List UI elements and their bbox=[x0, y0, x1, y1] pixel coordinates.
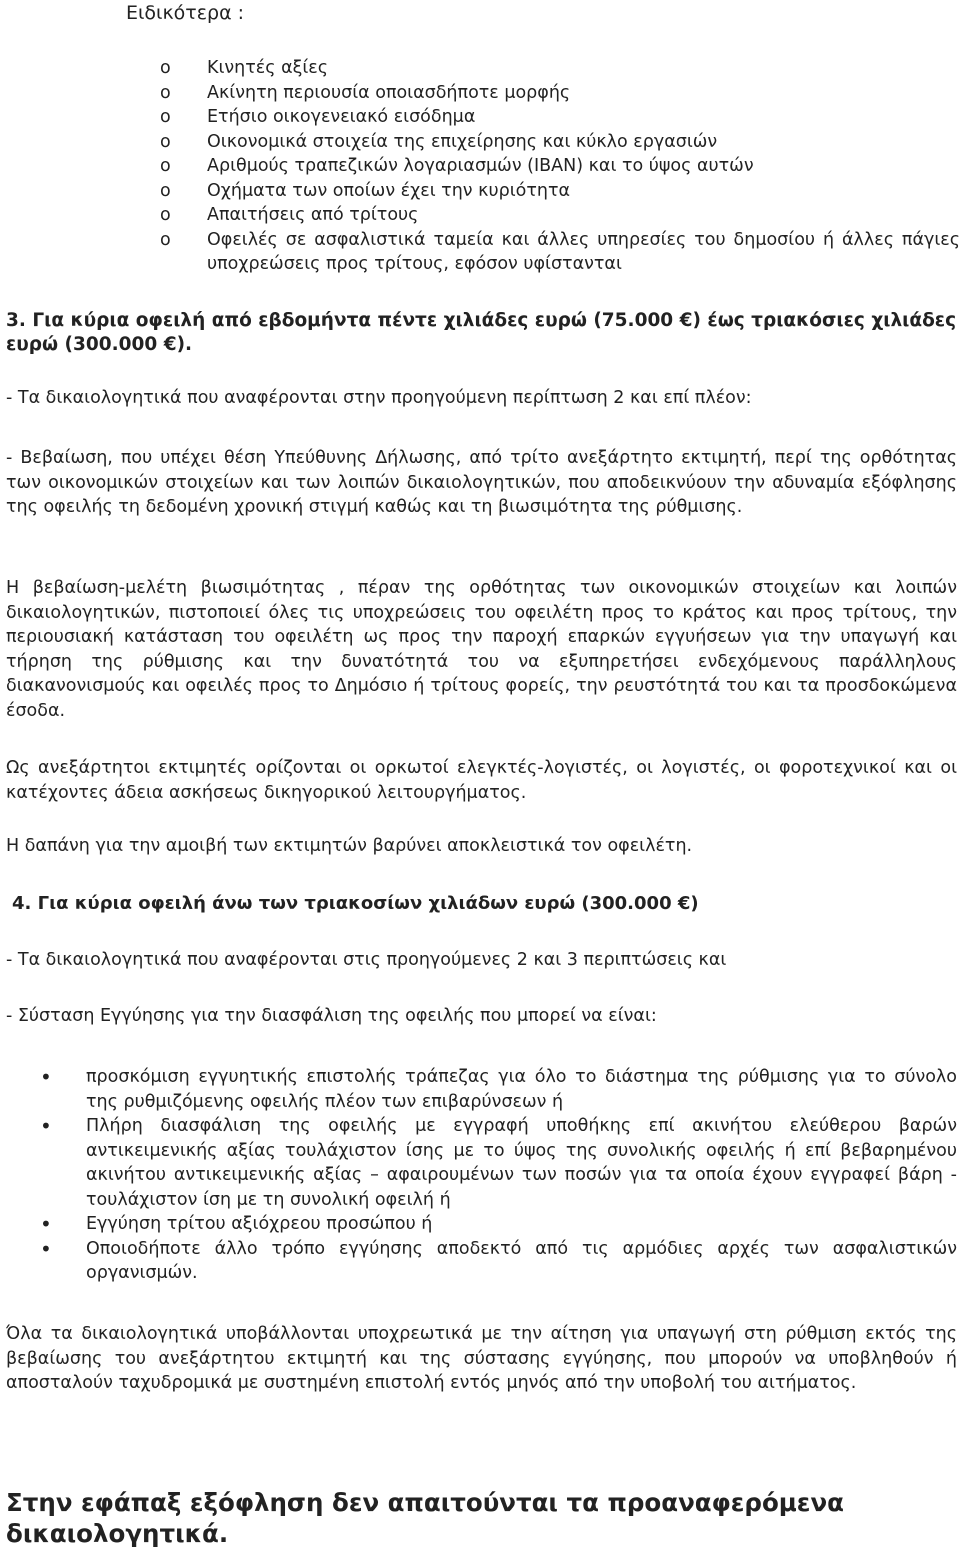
bullet-marker: • bbox=[40, 1114, 52, 1138]
guarantee-options-list bbox=[40, 1065, 957, 1286]
list-item: • Οποιοδήποτε άλλο τρόπο εγγύησης αποδεκτό από τις αρμόδιες αρχές των ασφαλιστικών οργανισμών. bbox=[40, 1236, 957, 1283]
list-marker: o bbox=[160, 107, 171, 127]
list-item: o Οικονομικά στοιχεία της επιχείρησης και κύκλο εργασιών bbox=[160, 130, 960, 155]
list-item: o Οχήματα των οποίων έχει την κυριότητα bbox=[160, 179, 960, 204]
section-3-paragraph-4: Ως ανεξάρτητοι εκτιμητές ορίζονται οι ορκωτοί ελεγκτές-λογιστές, οι λογιστές, οι φοροτεχνικοί και οι κατέχοντες άδεια ασκήσεως δικηγορικού λειτουργήματος. bbox=[6, 758, 957, 803]
list-marker: o bbox=[160, 131, 171, 152]
list-marker: o bbox=[160, 229, 171, 250]
section-4-paragraph-1: - Τα δικαιολογητικά που αναφέρονται στις προηγούμενες 2 και 3 περιπτώσεις και bbox=[6, 950, 727, 970]
list-item: o Οφειλές σε ασφαλιστικά ταμεία και άλλες υπηρεσίες του δημοσίου ή άλλες πάγιες υποχρεώσεις προς τρίτους, εφόσον υφίστανται bbox=[160, 229, 960, 274]
bullet-marker: • bbox=[40, 1236, 52, 1261]
section-4-heading: 4. Για κύρια οφειλή άνω των τριακοσίων χιλιάδων ευρώ (300.000 €) bbox=[12, 893, 699, 914]
list-item: o Αριθμούς τραπεζικών λογαριασμών (IBAN) και το ύψος αυτών bbox=[160, 154, 960, 179]
bullet-marker: • bbox=[40, 1065, 52, 1089]
list-item: • Εγγύηση τρίτου αξιόχρεου προσώπου ή bbox=[40, 1212, 433, 1236]
bullet-marker: • bbox=[40, 1212, 52, 1236]
section-3-paragraph-3: Η βεβαίωση-μελέτη βιωσιμότητας , πέραν της ορθότητας των οικονομικών στοιχείων και λοιπών δικαιολογητικών, πιστοποιεί όλες τις υποχρεώσεις του οφειλέτη προς το κράτος και προς τρίτους, την περιουσιακή κατάσταση του οφειλέτη ως προς την παροχή επαρκών εγγυήσεων για την υπαγωγή και τήρηση της ρύθμισης και την δυνατότητά του να εξυπηρετήσει ενδεχόμενους παράλληλους διακανονισμούς και οφειλές προς το Δημόσιο ή τρίτους φορείς, την ρευστότητά του και τα προσδοκώμενα έσοδα. bbox=[6, 578, 957, 721]
section-4-paragraph-2: - Σύσταση Εγγύησης για την διασφάλιση της οφειλής που μπορεί να είναι: bbox=[6, 1006, 657, 1026]
list-item: o Ετήσιο οικογενειακό εισόδημα bbox=[160, 105, 960, 130]
section-3-heading: 3. Για κύρια οφειλή από εβδομήντα πέντε χιλιάδες ευρώ (75.000 €) έως τριακόσιες χιλιάδες ευρώ (300.000 €). bbox=[6, 310, 957, 355]
sub-item-list bbox=[160, 56, 960, 277]
list-marker: o bbox=[160, 82, 171, 103]
list-item: • Πλήρη διασφάλιση της οφειλής με εγγραφή υποθήκης επί ακινήτου ελεύθερου βαρών αντικειμενικής αξίας τουλάχιστον ίσης με το ύψος της συνολικής οφειλής ή επί βεβαρημένου ακινήτου αντικειμενικής αξίας – αφαιρουμένων των ποσών για τα οποία έχουν εγγραφεί βάρη - τουλάχιστον ίση με τη συνολική οφειλή ή bbox=[40, 1114, 957, 1210]
intro-label: Ειδικότερα : bbox=[126, 2, 245, 24]
list-marker: o bbox=[160, 58, 171, 78]
list-marker: o bbox=[160, 156, 171, 176]
list-item: • προσκόμιση εγγυητικής επιστολής τράπεζας για όλο το διάστημα της ρύθμισης για το σύνολο της ρυθμιζόμενης οφειλής πλέον των επιβαρύνσεων ή bbox=[40, 1065, 957, 1112]
list-marker: o bbox=[160, 180, 171, 201]
final-note: Στην εφάπαξ εξόφληση δεν απαιτούνται τα προαναφερόμενα δικαιολογητικά. bbox=[6, 1488, 844, 1548]
list-item: o Ακίνητη περιουσία οποιασδήποτε μορφής bbox=[160, 81, 960, 106]
list-marker: o bbox=[160, 205, 171, 225]
list-item: o Απαιτήσεις από τρίτους bbox=[160, 203, 960, 228]
section-4-paragraph-3: Όλα τα δικαιολογητικά υποβάλλονται υποχρεωτικά με την αίτηση για υπαγωγή στη ρύθμιση εκτός της βεβαίωσης του ανεξάρτητου εκτιμητή και της σύστασης εγγύησης, που μπορούν να υποβληθούν ή αποσταλούν ταχυδρομικά με συστημένη επιστολή εντός μηνός από την υποβολή του αιτήματος. bbox=[6, 1324, 957, 1393]
section-3-paragraph-2: - Βεβαίωση, που υπέχει θέση Υπεύθυνης Δήλωσης, από τρίτο ανεξάρτητο εκτιμητή, περί της ορθότητας των οικονομικών στοιχείων και των λοιπών δικαιολογητικών, που αποδεικνύουν την αδυναμία εξόφλησης της οφειλής τη δεδομένη χρονική στιγμή καθώς και τη βιωσιμότητα της ρύθμισης. bbox=[6, 448, 957, 517]
section-3-paragraph-1: - Τα δικαιολογητικά που αναφέρονται στην προηγούμενη περίπτωση 2 και επί πλέον: bbox=[6, 388, 752, 408]
list-item: o Κινητές αξίες bbox=[160, 56, 960, 81]
section-3-paragraph-5: Η δαπάνη για την αμοιβή των εκτιμητών βαρύνει αποκλειστικά τον οφειλέτη. bbox=[6, 836, 693, 856]
